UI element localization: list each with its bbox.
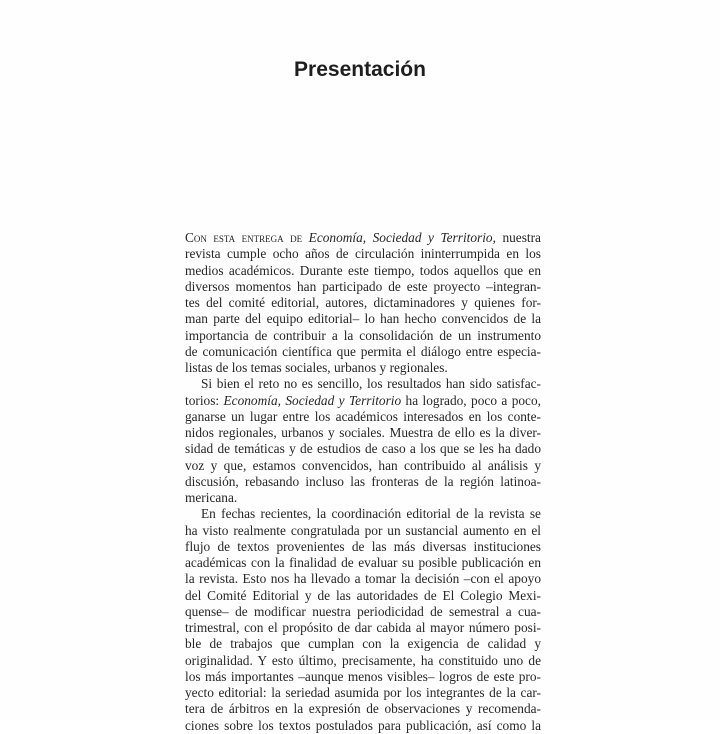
- text-line: ciones sobre los textos postulados para publicación, así como la: [185, 717, 541, 733]
- text-line: nidos regionales, urbanos y sociales. Muestra de ello es la diver-: [185, 425, 541, 440]
- page-title: Presentación: [294, 58, 426, 81]
- text-line: yecto editorial: la seriedad asumida por los integrantes de la car-: [185, 685, 541, 700]
- text-line: académicas con la finalidad de evaluar su posible publicación en: [185, 555, 541, 570]
- text-line: los más importantes –aunque menos visibles– logros de este pro-: [185, 668, 541, 684]
- text-line: quense– de modificar nuestra periodicidad de semestral a cua-: [185, 603, 541, 619]
- text-line: man parte del equipo editorial– lo han hecho convencidos de la: [185, 311, 541, 327]
- text-line: revista cumple ocho años de circulación ininterrumpida en los: [185, 246, 541, 262]
- text-line: ble de trabajos que cumplan con la exigencia de calidad y: [185, 636, 541, 652]
- text-line: la revista. Esto nos ha llevado a tomar la decisión –con el apoyo: [185, 571, 541, 587]
- paragraph-1: [185, 230, 541, 376]
- text-line: Con esta entrega de Economía, Sociedad y Territorio, nuestra: [185, 230, 541, 245]
- text-line: de comunicación científica que permita el diálogo entre especia-: [185, 343, 541, 359]
- paragraph-3: [185, 506, 541, 734]
- text-line: torios: Economía, Sociedad y Territorio ha logrado, poco a poco,: [185, 392, 541, 408]
- text-line: flujo de textos provenientes de las más diversas instituciones: [185, 538, 541, 554]
- text-line: diversos momentos han participado de este proyecto –integran-: [185, 278, 541, 294]
- text-line: ganarse un lugar entre los académicos interesados en los conte-: [185, 408, 541, 424]
- text-line: tera de árbitros en la expresión de observaciones y recomenda-: [185, 701, 541, 717]
- text-line: listas de los temas sociales, urbanos y regionales.: [185, 360, 448, 375]
- text-line: trimestral, con el propósito de dar cabida al mayor número posi-: [185, 620, 541, 635]
- text-line: mericana.: [185, 490, 238, 505]
- text-line: Si bien el reto no es sencillo, los resultados han sido satisfac-: [201, 376, 541, 392]
- text-line: voz y que, estamos convencidos, han contribuido al análisis y: [185, 457, 541, 473]
- text-line: tes del comité editorial, autores, dictaminadores y quienes for-: [185, 295, 541, 310]
- text-line: ha visto realmente congratulada por un sustancial aumento en el: [185, 522, 541, 538]
- paragraph-2: [185, 376, 541, 506]
- text-line: sidad de temáticas y de estudios de caso a los que se les ha dado: [185, 441, 541, 457]
- text-line: En fechas recientes, la coordinación editorial de la revista se: [201, 506, 541, 522]
- text-line: del Comité Editorial y de las autoridades de El Colegio Mexi-: [185, 587, 541, 603]
- text-line: medios académicos. Durante este tiempo, todos aquellos que en: [185, 262, 541, 278]
- text-line: discusión, rebasando incluso las fronteras de la región latinoa-: [185, 473, 541, 489]
- text-line: originalidad. Y esto último, precisamente, ha constituido uno de: [185, 652, 541, 668]
- text-line: importancia de contribuir a la consolidación de un instrumento: [185, 327, 541, 343]
- body-text: [185, 230, 541, 734]
